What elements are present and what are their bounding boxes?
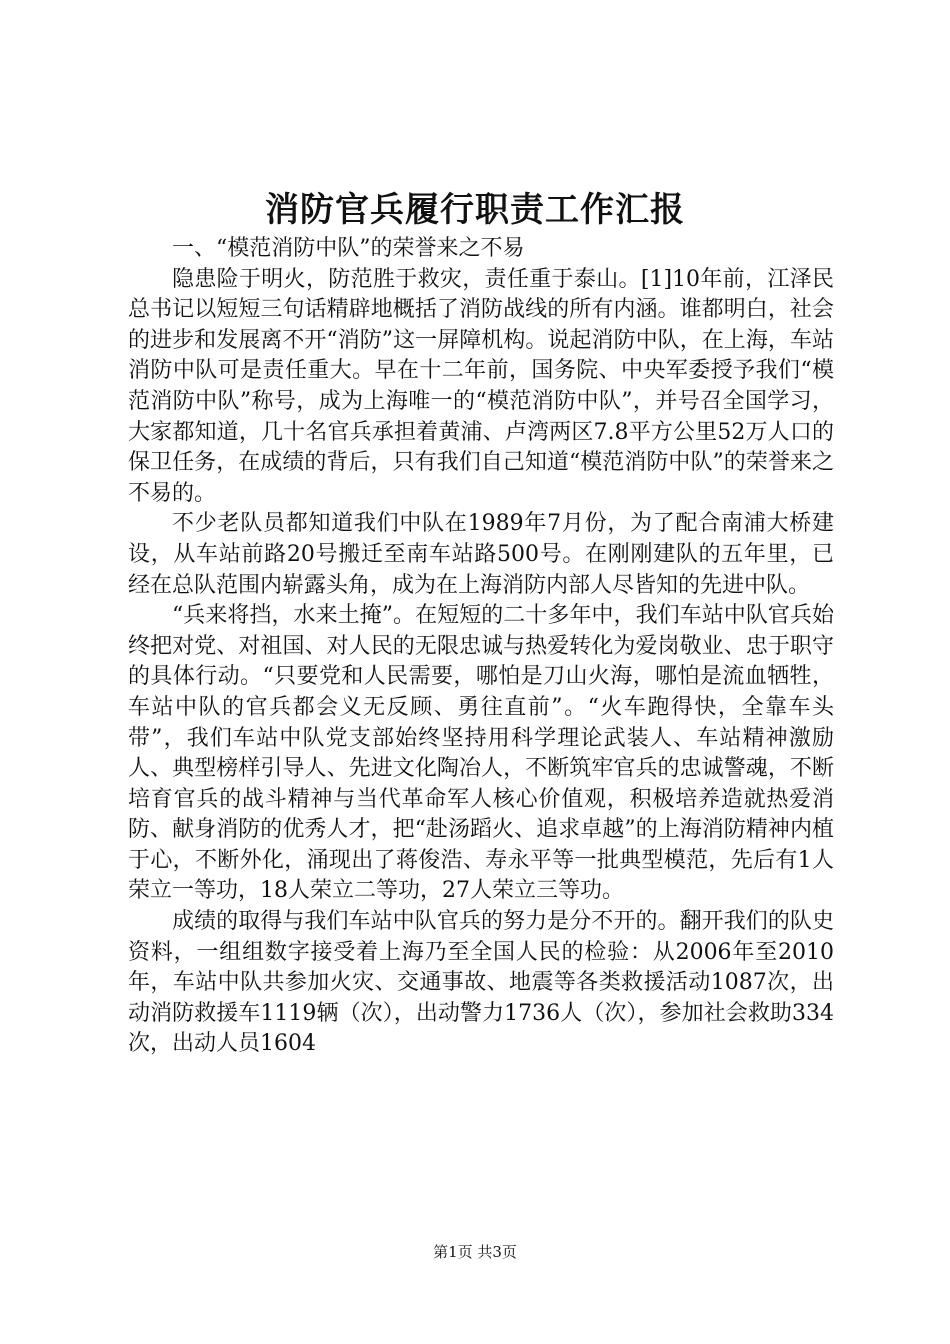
paragraph: 成绩的取得与我们车站中队官兵的努力是分不开的。翻开我们的队史资料，一组组数字接受着上海乃至全国人民的检验：从2006年至2010年，车站中队共参加火灾、交通事故、地震等各类救援活动1087次，出动消防救援车1119辆（次），出动警力1736人（次），参加社会救助334次，出动人员1604 [128, 909, 834, 1057]
paragraph: “兵来将挡，水来土掩”。在短短的二十多年中，我们车站中队官兵始终把对党、对祖国、对人民的无限忠诚与热爱转化为爱岗敬业、忠于职守的具体行动。“只要党和人民需要，哪怕是刀山火海，哪怕是流血牺牲，车站中队的官兵都会义无反顾、勇往直前”。“火车跑得快，全靠车头带”，我们车站中队党支部始终坚持用科学理论武装人、车站精神激励人、典型榜样引导人、先进文化陶冶人，不断筑牢官兵的忠诚警魂，不断培育官兵的战斗精神与当代革命军人核心价值观，积极培养造就热爱消防、献身消防的优秀人才，把“赴汤蹈火、追求卓越”的上海消防精神内植于心，不断外化，涌现出了蒋俊浩、寿永平等一批典型模范，先后有1人荣立一等功，18人荣立二等功，27人荣立三等功。 [128, 603, 834, 904]
document-title: 消防官兵履行职责工作汇报 [265, 190, 685, 230]
paragraph: 隐患险于明火，防范胜于救灾，责任重于泰山。[1]10年前，江泽民总书记以短短三句话精辟地概括了消防战线的所有内涵。谁都明白，社会的进步和发展离不开“消防”这一屏障机构。说起消防中队，在上海，车站消防中队可是责任重大。早在十二年前，国务院、中央军委授予我们“模范消防中队”称号，成为上海唯一的“模范消防中队”，并号召全国学习，大家都知道，几十名官兵承担着黄浦、卢湾两区7.8平方公里52万人口的保卫任务，在成绩的背后，只有我们自己知道“模范消防中队”的荣誉来之不易的。 [128, 266, 834, 506]
section-heading: 一、“模范消防中队”的荣誉来之不易 [172, 236, 525, 261]
page-footer: 第1页 共3页 [433, 1243, 517, 1261]
paragraph: 不少老队员都知道我们中队在1989年7月份，为了配合南浦大桥建设，从车站前路20号搬迁至南车站路500号。在刚刚建队的五年里，已经在总队范围内崭露头角，成为在上海消防内部人尽皆知的先进中队。 [128, 511, 834, 598]
document-body [128, 234, 834, 1060]
